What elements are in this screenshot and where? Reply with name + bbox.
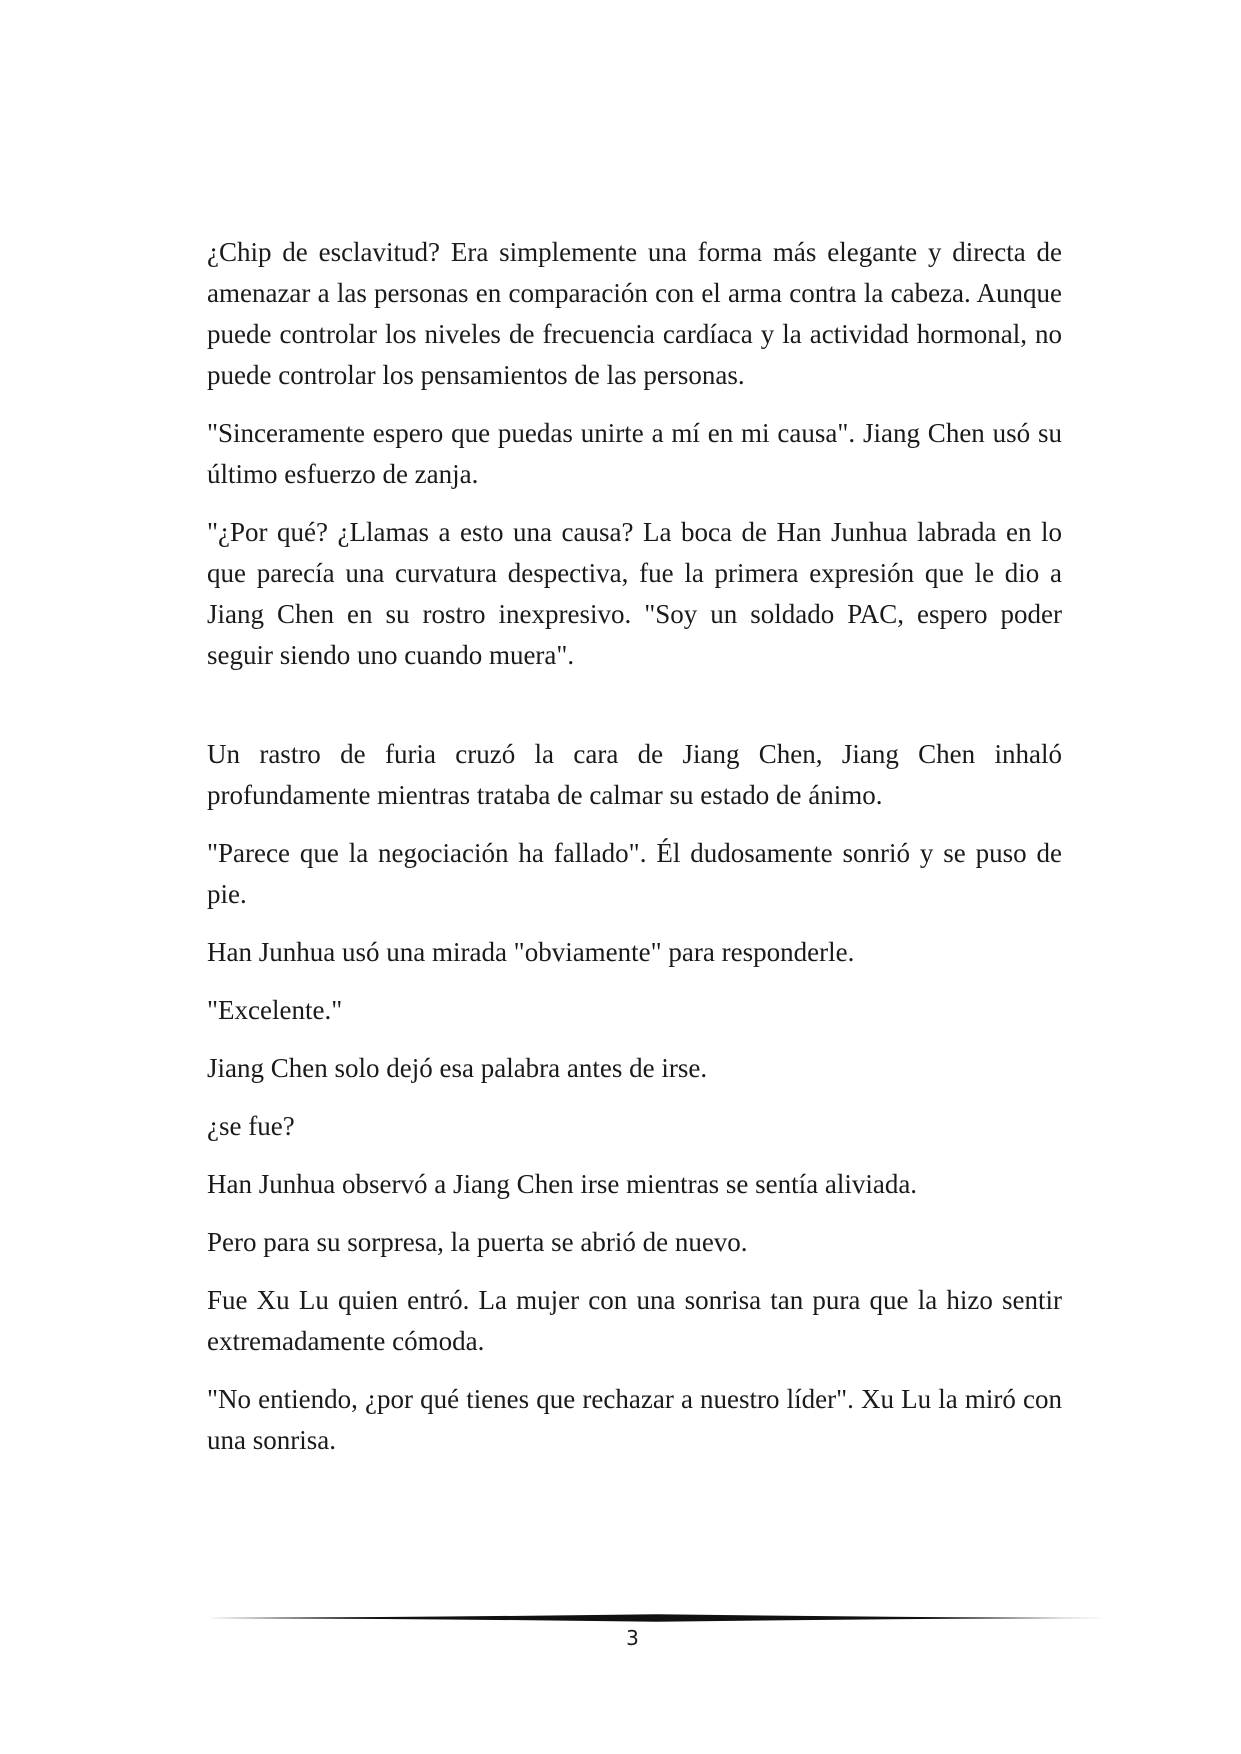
paragraph-9: ¿se fue?: [207, 1111, 295, 1141]
paragraph-8: Jiang Chen solo dejó esa palabra antes de irse.: [207, 1053, 708, 1083]
paragraph-3: "¿Por qué? ¿Llamas a esto una causa? La boca de Han Junhua labrada en lo que parecía una curvatura despectiva, fue la primera expresión que le dio a Jiang Chen en su rostro inexpresivo. "Soy un soldado PAC, espero poder seguir siendo uno cuando muera".: [207, 517, 1062, 670]
paragraph-5: "Parece que la negociación ha fallado". Él dudosamente sonrió y se puso de pie.: [207, 838, 1062, 909]
body-text: [207, 232, 1062, 1478]
paragraph-13: "No entiendo, ¿por qué tienes que rechazar a nuestro líder". Xu Lu la miró con una sonrisa.: [207, 1384, 1062, 1455]
paragraph-1: ¿Chip de esclavitud? Era simplemente una forma más elegante y directa de amenazar a las personas en comparación con el arma contra la cabeza. Aunque puede controlar los niveles de frecuencia cardíaca y la actividad hormonal, no puede controlar los pensamientos de las personas.: [207, 237, 1062, 390]
paragraph-7: "Excelente.": [207, 995, 343, 1025]
paragraph-6: Han Junhua usó una mirada "obviamente" para responderle.: [207, 937, 855, 967]
paragraph-2: "Sinceramente espero que puedas unirte a mí en mi causa". Jiang Chen usó su último esfuerzo de zanja.: [207, 418, 1062, 489]
page-number: 3: [626, 1626, 639, 1650]
footer-divider: [207, 1612, 1107, 1624]
paragraph-4: Un rastro de furia cruzó la cara de Jiang Chen, Jiang Chen inhaló profundamente mientras trataba de calmar su estado de ánimo.: [207, 739, 1062, 810]
paragraph-12: Fue Xu Lu quien entró. La mujer con una sonrisa tan pura que la hizo sentir extremadamente cómoda.: [207, 1285, 1062, 1356]
paragraph-11: Pero para su sorpresa, la puerta se abrió de nuevo.: [207, 1227, 748, 1257]
paragraph-10: Han Junhua observó a Jiang Chen irse mientras se sentía aliviada.: [207, 1169, 918, 1199]
